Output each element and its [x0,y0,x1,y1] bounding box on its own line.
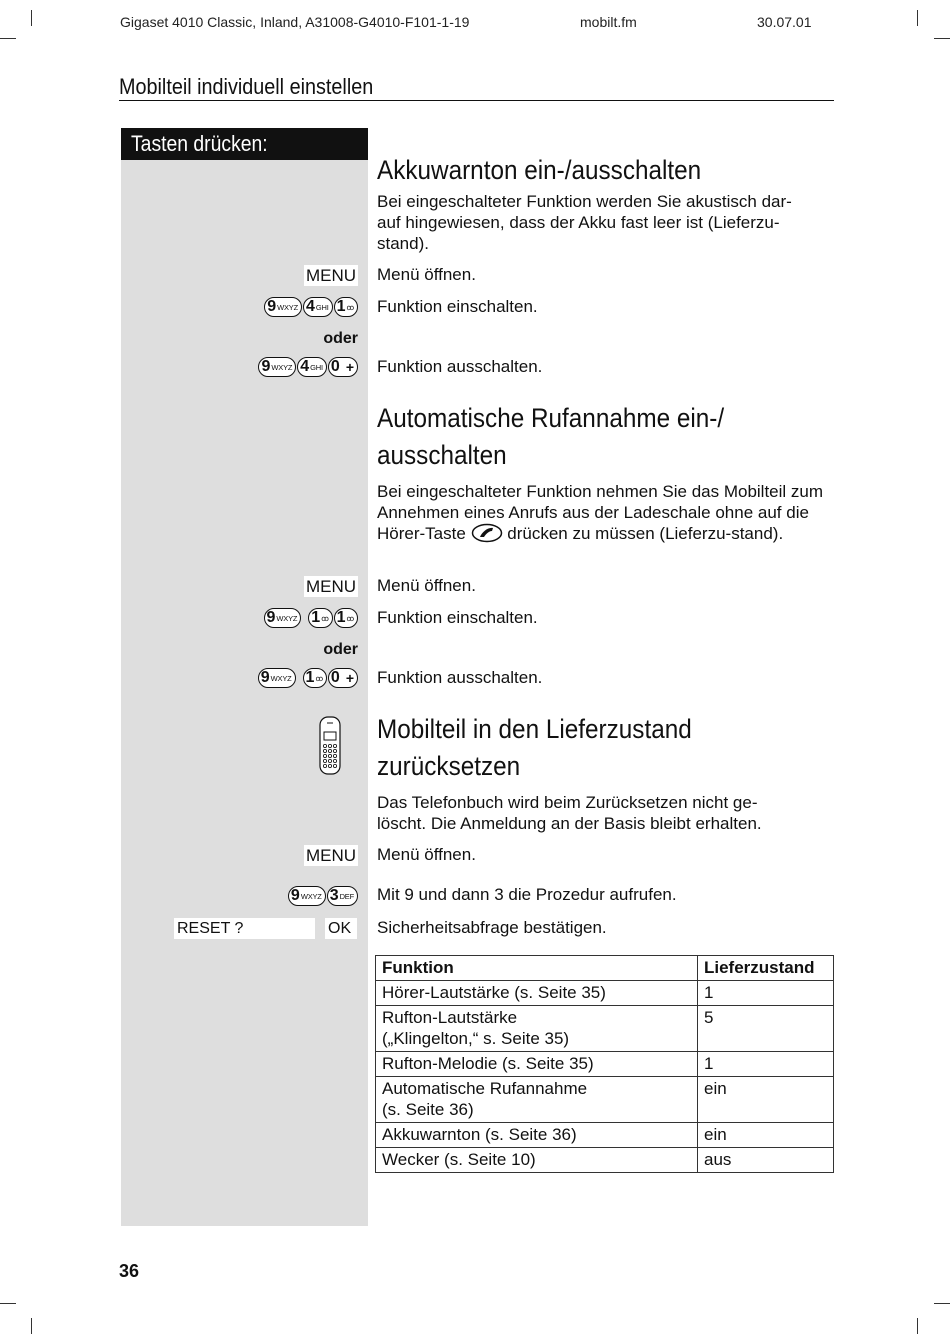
crop-mark [31,10,32,26]
paragraph-rufannahme [377,481,839,548]
display-ok-softkey: OK [325,918,357,939]
key-1: 1 ꝏ [334,608,358,628]
table-row [376,1148,834,1173]
crop-mark [934,1303,950,1304]
table-row [376,981,834,1006]
display-reset-prompt: RESET ? [174,918,315,939]
step-menu-open: Menü öffnen. [377,265,476,284]
paragraph-lieferzustand: Das Telefonbuch wird beim Zurücksetzen nicht ge- löscht. Die Anmeldung an der Basis bleibt erhalten. [377,793,762,833]
key-0: 0 + [328,357,358,377]
crop-mark [31,1318,32,1334]
key-1: 1 ꝏ [308,608,332,628]
table-cell: Wecker (s. Seite 10) [376,1148,698,1173]
step-confirm: Sicherheitsabfrage bestätigen. [377,918,607,937]
paragraph-text: drücken zu müssen (Lieferzu-stand). [507,524,784,543]
table-cell: Hörer-Lautstärke (s. Seite 35) [376,981,698,1006]
mobile-phone-icon [318,716,342,781]
key-9: 9 WXYZ [258,357,296,377]
crop-mark [917,1318,918,1334]
crop-mark [917,10,918,26]
table-cell: Rufton-Melodie (s. Seite 35) [376,1052,698,1077]
title-rule [119,100,834,101]
step-menu-open: Menü öffnen. [377,845,476,864]
table-header-lieferzustand: Lieferzustand [698,956,834,981]
table-row [376,1052,834,1077]
step-function-on: Funktion einschalten. [377,608,538,627]
key-sequence-911 [264,608,359,628]
key-4: 4 GHI [297,357,327,377]
key-sequence-93 [288,886,358,906]
table-row [376,1077,834,1123]
crop-mark [934,38,950,39]
step-procedure: Mit 9 und dann 3 die Prozedur aufrufen. [377,885,677,904]
key-sequence-910 [258,668,358,688]
step-function-off: Funktion ausschalten. [377,357,543,376]
paragraph-text: Bei eingeschalteter Funktion nehmen Sie das Mobilteil zum Annehmen eines Anrufs aus der Ladeschale ohne auf die Hörer-Taste [377,482,824,543]
table-row [376,1123,834,1148]
key-sequence-941 [264,297,358,317]
table-cell: ein [698,1123,834,1148]
key-sequence-940 [258,357,358,377]
key-0: 0 + [328,668,358,688]
table-header-funktion: Funktion [376,956,698,981]
oder-label: oder [323,330,358,347]
menu-key: MENU [305,846,356,865]
table-cell: Akkuwarnton (s. Seite 36) [376,1123,698,1148]
heading-akkuwarnton: Akkuwarnton ein-/ausschalten [377,155,702,185]
handset-key-icon [471,523,503,548]
sidebar-heading-label: Tasten drücken: [131,131,268,156]
step-menu-open: Menü öffnen. [377,576,476,595]
key-1: 1 ꝏ [303,668,327,688]
table-row [376,1006,834,1052]
menu-key: MENU [305,266,356,285]
page-number: 36 [119,1261,140,1281]
header-document-info: Gigaset 4010 Classic, Inland, A31008-G4010-F101-1-19 [120,14,470,30]
table-cell: Automatische Rufannahme (s. Seite 36) [376,1077,698,1123]
crop-mark [0,38,16,39]
key-1: 1 ꝏ [334,297,358,317]
table-cell: 1 [698,1052,834,1077]
header-date: 30.07.01 [757,14,812,30]
key-9: 9 WXYZ [288,886,326,906]
key-3: 3 DEF [327,886,358,906]
step-function-off: Funktion ausschalten. [377,668,543,687]
crop-mark [0,1303,16,1304]
heading-rufannahme: Automatische Rufannahme ein-/ ausschalten [377,403,725,470]
key-9: 9 WXYZ [258,668,296,688]
table-cell: aus [698,1148,834,1173]
table-cell: 1 [698,981,834,1006]
paragraph-akkuwarnton: Bei eingeschalteter Funktion werden Sie akustisch dar- auf hingewiesen, dass der Akku fast leer ist (Lieferzu- stand). [377,192,792,253]
table-cell: Rufton-Lautstärke („Klingelton,“ s. Seite 35) [376,1006,698,1052]
table-cell: 5 [698,1006,834,1052]
defaults-table [375,955,834,1173]
header-filename: mobilt.fm [580,14,637,30]
key-9: 9 WXYZ [264,297,302,317]
table-cell: ein [698,1077,834,1123]
heading-lieferzustand: Mobilteil in den Lieferzustand zurücksetzen [377,714,692,781]
oder-label: oder [323,641,358,658]
menu-key: MENU [305,577,356,596]
key-4: 4 GHI [303,297,333,317]
section-title: Mobilteil individuell einstellen [119,74,374,99]
sidebar-heading [121,128,368,160]
step-function-on: Funktion einschalten. [377,297,538,316]
key-9: 9 WXYZ [264,608,302,628]
table-header-row [376,956,834,981]
